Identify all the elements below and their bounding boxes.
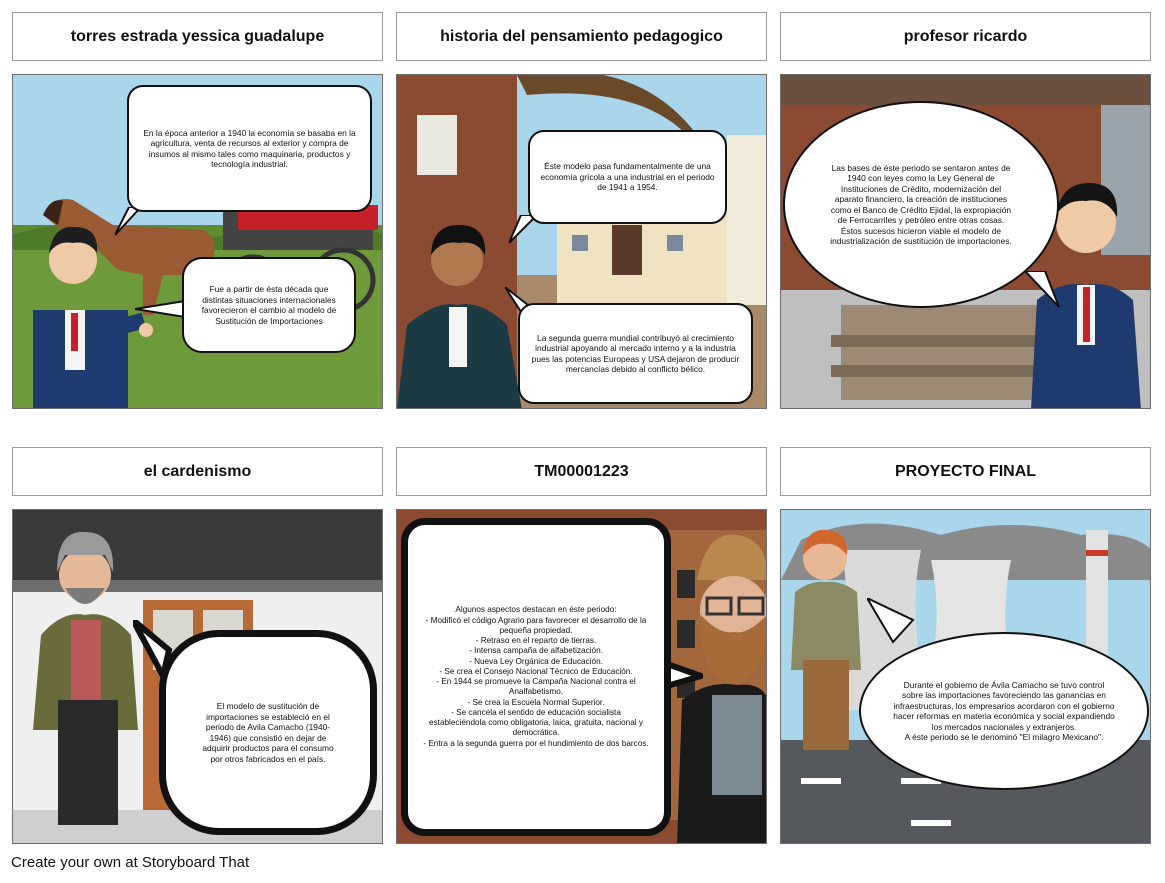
panel-title-3: profesor ricardo <box>780 12 1151 61</box>
panel-title-2: historia del pensamiento pedagogico <box>396 12 767 61</box>
panel-5-bearded-man-scene <box>396 509 767 844</box>
footer-credit: Create your own at Storyboard That <box>11 854 250 871</box>
panel-3-building-scene <box>780 74 1151 409</box>
bubble-tail <box>1025 271 1065 311</box>
speech-bubble-bottom: Fue a partir de ésta década que distintas situaciones internacionales favorecieron el cambio al modelo de Sustitución de Importaciones <box>182 257 356 353</box>
speech-bubble-top: Éste modelo pasa fundamentalmente de una economía grícola a una industrial en el periodo de 1941 a 1954. <box>528 130 727 224</box>
speech-bubble: Las bases de éste periodo se sentaron antes de 1940 con leyes como la Ley General de Instituciones de Crédito, modernización del aparato financiero, la creación de instituciones como el Banco de Crédito Ejidal, la expropiación de Ferrocarriles y petróleo entre otras cosas. Éstos sucesos hicieron viable el modelo de industrialización de sustitución de importaciones. <box>783 101 1059 308</box>
panel-title-4: el cardenismo <box>12 447 383 496</box>
speech-bubble: El modelo de sustitución de importaciones se estableció en el periodo de Avila Camacho (1940-1946) que consistió en dejar de adquirir productos para el consumo por otros fabricados en el país. <box>159 630 377 835</box>
speech-bubble-top: En la época anterior a 1940 la economía se basaba en la agricultura, venta de recursos al exterior y compra de insumos al mismo tales como maquinaria, productos y tecnología industrial. <box>127 85 372 212</box>
speech-bubble: Algunos aspectos destacan en éste periodo: - Modificó el código Agrario para favorecer el desarrollo de la pequeña propiedad. - Retraso en el reparto de tierras. - Intensa campaña de alfabetización. - Nueva Ley Orgánica de Educación. - Se crea el Consejo Nacional Técnico de Educación. - En 1944 se promueve la Campaña Nacional contra el Analfabetismo. - Se crea la Escuela Normal Superior. - Se cancela el sentido de educación socialista estableciéndola como obligatoria, laica, gratuita, nacional y democrática. - Entra a la segunda guerra por el hundimiento de dos barcos. <box>401 518 671 836</box>
panel-6-power-plant-scene <box>780 509 1151 844</box>
panel-title-1: torres estrada yessica guadalupe <box>12 12 383 61</box>
bubble-tail <box>135 299 185 319</box>
bubble-tail <box>867 598 917 648</box>
panel-title-5: TM00001223 <box>396 447 767 496</box>
panel-1-farm-scene <box>12 74 383 409</box>
panel-title-6: PROYECTO FINAL <box>780 447 1151 496</box>
bubble-tail <box>667 660 703 690</box>
speech-bubble: Durante el gobierno de Ávila Camacho se tuvo control sobre las importaciones favoreciendo las ganancias en infraestructuras, los empresarios acordaron con el gobierno hacer reformas en materia económica y social expandiendo los mercados nacionales y extranjeros. A éste periodo se le denominó "El milagro Mexicano". <box>859 632 1149 790</box>
speech-bubble-bottom: La segunda guerra mundial contribuyó al crecimiento industrial apoyando al mercado interno y a la industria pues las potencias Europeas y USA dejaron de producir mercancías debido al conflicto bélico. <box>518 303 753 404</box>
panel-2-street-scene <box>396 74 767 409</box>
panel-4-storefront-scene <box>12 509 383 844</box>
